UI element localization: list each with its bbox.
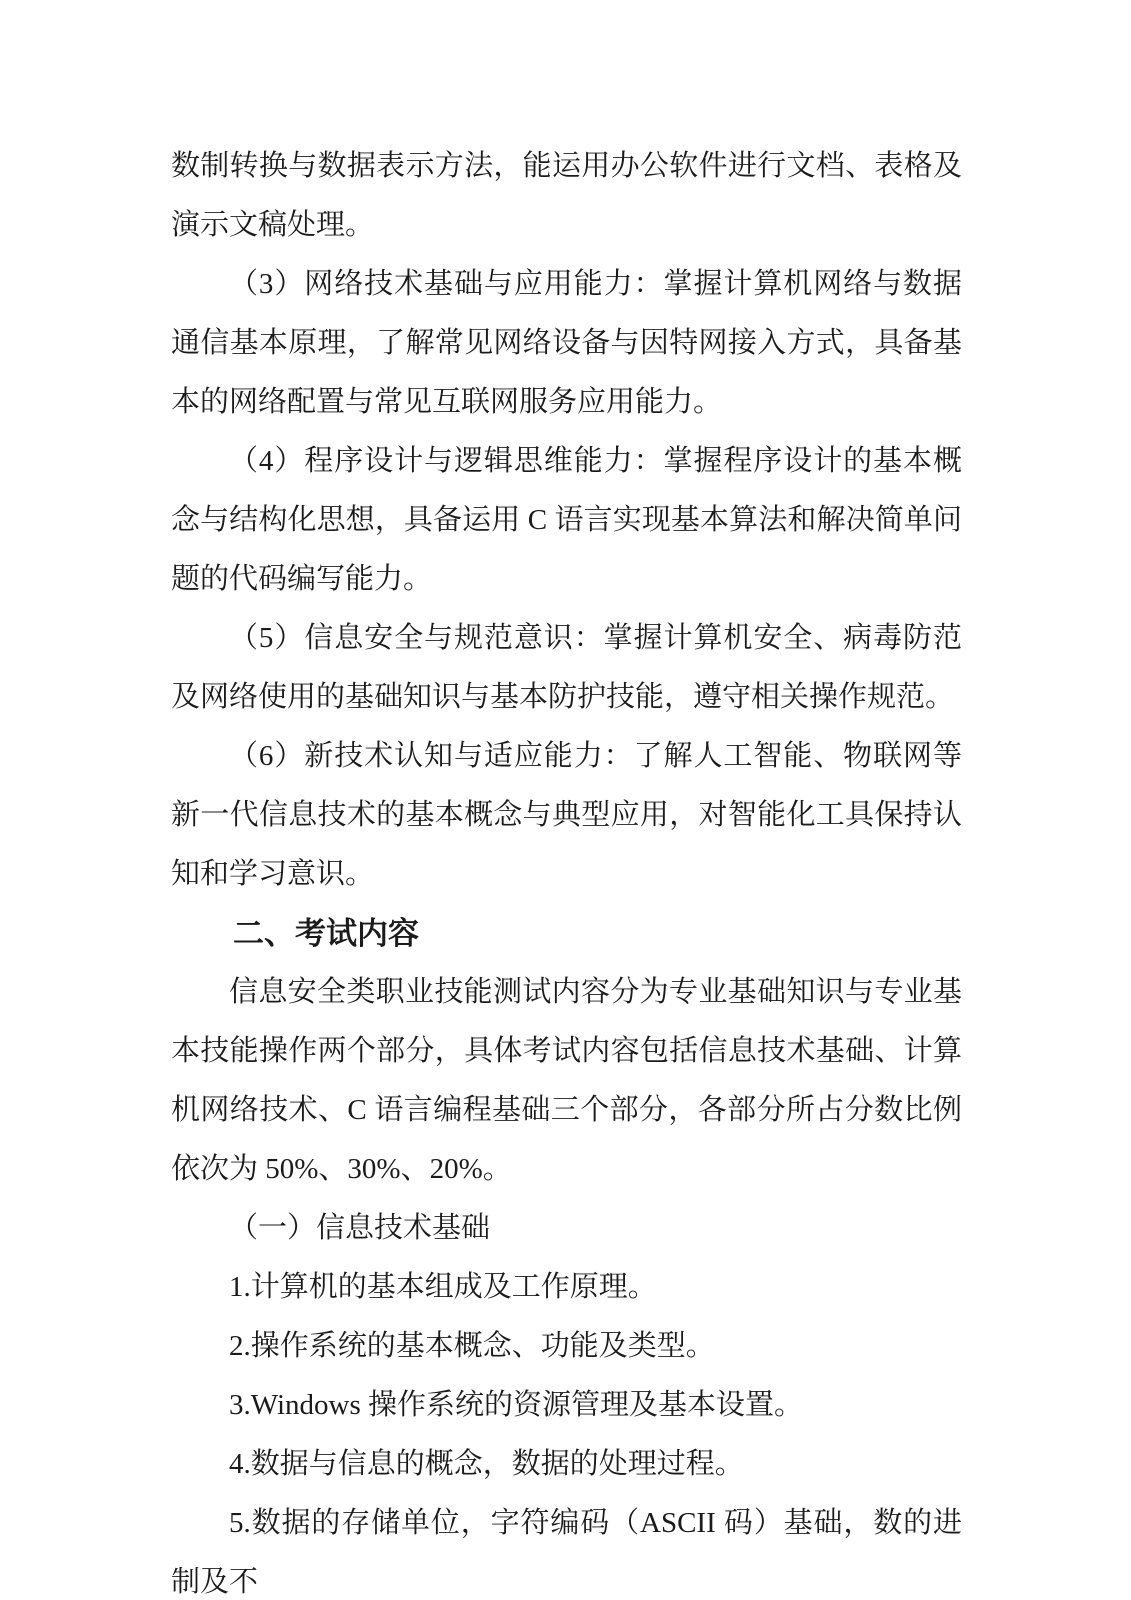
list-item-3-windows-management: 3.Windows 操作系统的资源管理及基本设置。 bbox=[229, 1389, 803, 1421]
subsection-heading-it-basics: （一）信息技术基础 bbox=[229, 1212, 491, 1244]
list-item-1-computer-composition: 1.计算机的基本组成及工作原理。 bbox=[229, 1271, 657, 1303]
list-item-2-os-concepts: 2.操作系统的基本概念、功能及类型。 bbox=[229, 1330, 715, 1362]
paragraph-office-software-continuation: 数制转换与数据表示方法，能运用办公软件进行文档、表格及演示文稿处理。 bbox=[171, 150, 962, 241]
paragraph-ability-3-network: （3）网络技术基础与应用能力：掌握计算机网络与数据通信基本原理，了解常见网络设备与因特网接入方式，具备基本的网络配置与常见互联网服务应用能力。 bbox=[171, 268, 962, 418]
paragraph-ability-5-security: （5）信息安全与规范意识：掌握计算机安全、病毒防范及网络使用的基础知识与基本防护技能，遵守相关操作规范。 bbox=[171, 622, 962, 713]
paragraph-exam-content-overview: 信息安全类职业技能测试内容分为专业基础知识与专业基本技能操作两个部分，具体考试内容包括信息技术基础、计算机网络技术、C 语言编程基础三个部分，各部分所占分数比例依次为 50%、30%、20%。 bbox=[171, 976, 962, 1185]
paragraph-ability-6-new-tech: （6）新技术认知与适应能力：了解人工智能、物联网等新一代信息技术的基本概念与典型应用，对智能化工具保持认知和学习意识。 bbox=[171, 740, 962, 890]
list-item-5-storage-encoding: 5.数据的存储单位，字符编码（ASCII 码）基础，数的进制及不 bbox=[171, 1507, 962, 1598]
paragraph-ability-4-programming: （4）程序设计与逻辑思维能力：掌握程序设计的基本概念与结构化思想，具备运用 C 语言实现基本算法和解决简单问题的代码编写能力。 bbox=[171, 445, 962, 595]
section-heading-exam-content: 二、考试内容 bbox=[233, 916, 419, 951]
list-item-4-data-information: 4.数据与信息的概念，数据的处理过程。 bbox=[229, 1448, 744, 1480]
